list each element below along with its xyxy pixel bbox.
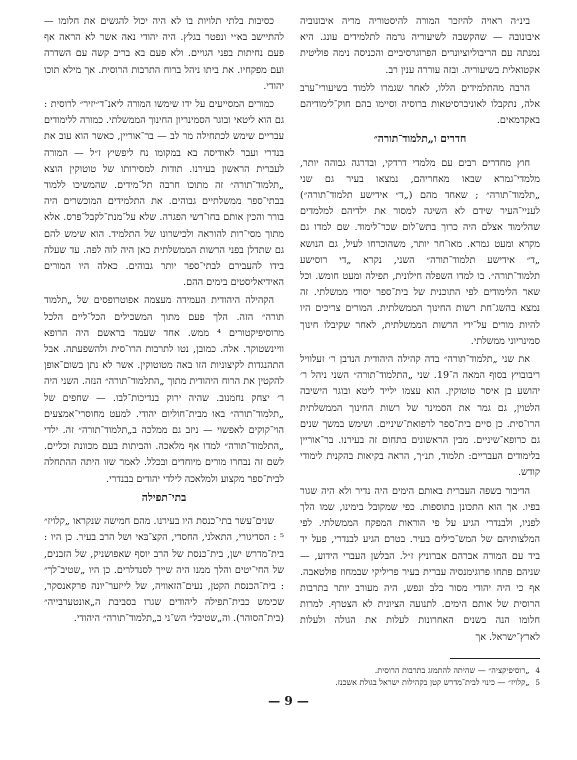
paragraph: הרבה מהתלמידים הללו, לאחר שגמרו ללמוד בשיעורי־ערב אלה, נתקבלו לאוניברסיטאות ברוסיה וסיימו בהם חוק־לימודיהם באקדמאים. <box>300 82 540 127</box>
left-column <box>44 14 284 628</box>
footnote-divider <box>450 658 540 659</box>
paragraph: חוץ מחדרים רבים עם מלמדי דרדקי, ובדרגה גבוהה יותר, מלמדי־גמרא שבאו מאחריהם, נמצאו בעיר גם שני „תלמוד־תורה״ ; שאחד מהם („ד״ אידישע תלמוד־תורה״) לעניי־העיר שידם לא השיגה למסור את ילדיהם למלמדים שהלימוד אצלם היה כרוך בתש־לום שכר־לימוד. שם למדו גם מקרא ומעט גמרא. מאו־חר יותר, משהוכרחו לעיל, גם הנושא „ד״ אידישע תלמוד־תורה״ השני, נקרא „די רוסישע תלמוד־תורה״. בו למדו השפלה חילונית, תפילה ומעט חומש. וכל שאר הלימודים לפי התוכנית של בית־ספר יסודי ממשלתי. זה נמצא בהשג־חת רשות החינוך הממשלתית. המורים צריכים היו להיות מורים על־ידי הרשות הממשלתית, לאחר שקיבלו חינוך סמינריוני ממשלתי. <box>300 157 540 347</box>
paragraph: כמורים המסייעים על ידו שימשו המורה ליאנ־ד״יזיר״ לרוסית : גם הוא ליטאי ובוגר הסמינריון החינוך הממשלתי. כמורה ללימודים עבריים שימש לכתחילה מר לב — בר־אוריין, כאשר הוא עוב את בנדרי ועבר לאודיסה בא במקומו נח ליפשיץ ז״ל — המורה לעברית הראשון בעירנו. תודות למסירותו של טוטוקין הוצא „תלמוד־תורה״ זה מתוכו חרבה תל־מידים. שהמשיכו ללמוד בבתי־ספר ממשלתיים גבוהים. את התלמידים המוכשרים היה בורר והכין אותם בחו־דשי הפגרה. שלא על־מנת־לקבל־פרס. אלא מתוך מסי־רות להוראה ולכישרונו של התלמיד. הוא שימש להם גם שתדלן בפני הרשות הממשלתית כאן היה לוה לפה. עד שעלה בידו להעבירם לבתי־ספר יותר גבוהים. כאלה היו המורים האידיאליסטים בימים ההם. <box>44 99 284 289</box>
paragraph: הדיבור בשפה העברית באותם הימים היה נדיר ולא היה שגור בפיו. אך הוא התכונן בתוספות. כפי שמקובל בימינו, שמו הלך לפניו, ולבנדרי הגיע על פי הוראות המפקח הממשלתי. לפי המלצותיהם של המש־כילים בעיר. בטרם הגיע לבנדרי, פעל יד ביד עם המורה אברהם אברוניץ ז״ל. הבלשן העברי הידוע, — שניהם פתחו פרוגימנסיה עברית בעיר פריליקי שבמחוז פולטאבה. אף כי היה יהודי מסור בלב ונפש, היה מעורב יותר בתרבות הרוסית של אותם הימים. לתנועה הציונית לא הצטרף. למרות חלומו הנה בשנים האחרונות לעלות את הגולה ולעלות לארץ־ישראל. אך <box>300 485 540 643</box>
paragraph: כסיבות בלתי תלויות בו לא היה יכול להגשים את חלומו — להתיישב בא״י ונפטר בגלץ. היה יהודי נאה אשר לא הראה אף פעם נחיתות בפני הגויים. ולא פעם בא בריב קשה עם השדרה ועם מפקחיו. את ביתו ניהל ברוח התרבות הרוסית. אך מילא תוכו יהודי. <box>44 16 284 92</box>
section-heading-chadarim: חדרים ו„תלמוד־תורה״ <box>373 133 467 146</box>
footnote <box>300 677 540 689</box>
footnote-text: „קלויז״ — כינוי לבית־מדרש קטן בקהילות ישראל בגולת אשכנז. <box>335 677 530 687</box>
section-heading-prayer-houses: בתי־תפילה <box>141 491 187 504</box>
right-column <box>300 14 540 689</box>
paragraph: את שני „תלמוד־תורה״ בדה קהילה היהודית הנדבן ר׳ זעלוויל ריבובויץ בסוף המאה ה־19. שני „התלמוד־תורה״ השני ניהל ר׳ יהושע בן איסר טוטוקין. הוא עצמו ילייד ליטא ובוגר הישיבה הלטוין, גם גמר את הסמינר של רשות החינוך הממשלתית הרו־סית. כן סיים בית־ספר לרפואת־שיניים. ושימש במשך שנים גם כרופא־שיניים. מבין הראשונים בתחום זה בעירנו. בר־אוריין בלימודים העבריים: תלמוד, תנ״ך, הראה בקיאות בהקנית לימודי קודש. <box>300 354 540 479</box>
footnote-number: 4 <box>535 666 540 675</box>
paragraph: הקהילה היהודית העמידה מעצמה אפוטרופסים של „תלמוד תורה״ הזה. הלך פעם מתוך המשכילים הכל־ליים הלכל מרוסיפיקטורים ⁴ ממש. אחד שעמד בראשם היה הרופא וויינשטוקר. אלה. כמובן, נטו לתרבות הרו־סית ולהשפעתה. אבל התהנגדות לקיצוניות הזו באה מטוטוקין. אשר לא נתן בשום־אופן להקטין את הרוח היהודית מתוך „התלמוד־תורה״ הנזה. השני היה ר׳ יצחק נחמנוב. שהיה ירוק בנדיכות־לבו. — שחפים של „תלמוד־תורה״ באו מבית־חוליום יהודי. למעט מחוסרי־אמצעים הוי־קוקים לאפשוי — ניזב גם ממלכה ב„תלמוד־תורה״ זה. ילדי „התלמוד־תורה״ למדו אף מלאכה. והביתות בעם מכוונת וכליים. לשם זה נבחרו מורים מיוחדים ובכלל. לאמר שזו היתה ההתחלה לבית־ספר מקצוע ולמלאכה לילדי יהודים בבנדרי. <box>44 295 284 485</box>
footnote-number: 5 <box>535 678 540 687</box>
paragraph: שנים־עשר בתי־כנסת היו בעירנו. מהם חמישה שנקראו „קלויז״ ⁵ : הסדיגורי, התאלני, החסדי, הקצ־בּאי ושל הרב בעיר. כן היו : בית־מדרש ישן, בית־כנסת של הרב יוסף שאפושניק, של הזבנים, של החי־יטים והלך ממנו היה שייך לסנדלרים. כן היו „שטיב־לך״ : בית־הכנסת הקטן, נעים־הזאוויה, של לייזער־יונה פרקאנסקר, שכימש כבית־תפילה ליהודים שגרו בסביבת ה„אונטערבייה״ (בית־הסוהר). וה„שטיבל״ הש־ני ב„תלמוד־תורה״ היהודי. <box>44 516 284 625</box>
footnote-text: „רוסיפיקציה״ — שהיתה להתמזג בתרבות הרוסית. <box>374 665 530 675</box>
paragraph: בינ״ה ראויה להיזכר המורה להיסטוריה מריה איבונוביה איבונובה — שהקשבה לשיעוריה גרמה לתלמידים עונג. היא נמנתה עם הריבוליוציונרים הפרוגרסיביים והכניסה נימה פוליטית אקטואלית בשיעוריה. ובזה עוררה ענין רב. <box>300 16 540 76</box>
footnote <box>300 665 540 677</box>
page-number: — 9 — <box>268 694 309 708</box>
